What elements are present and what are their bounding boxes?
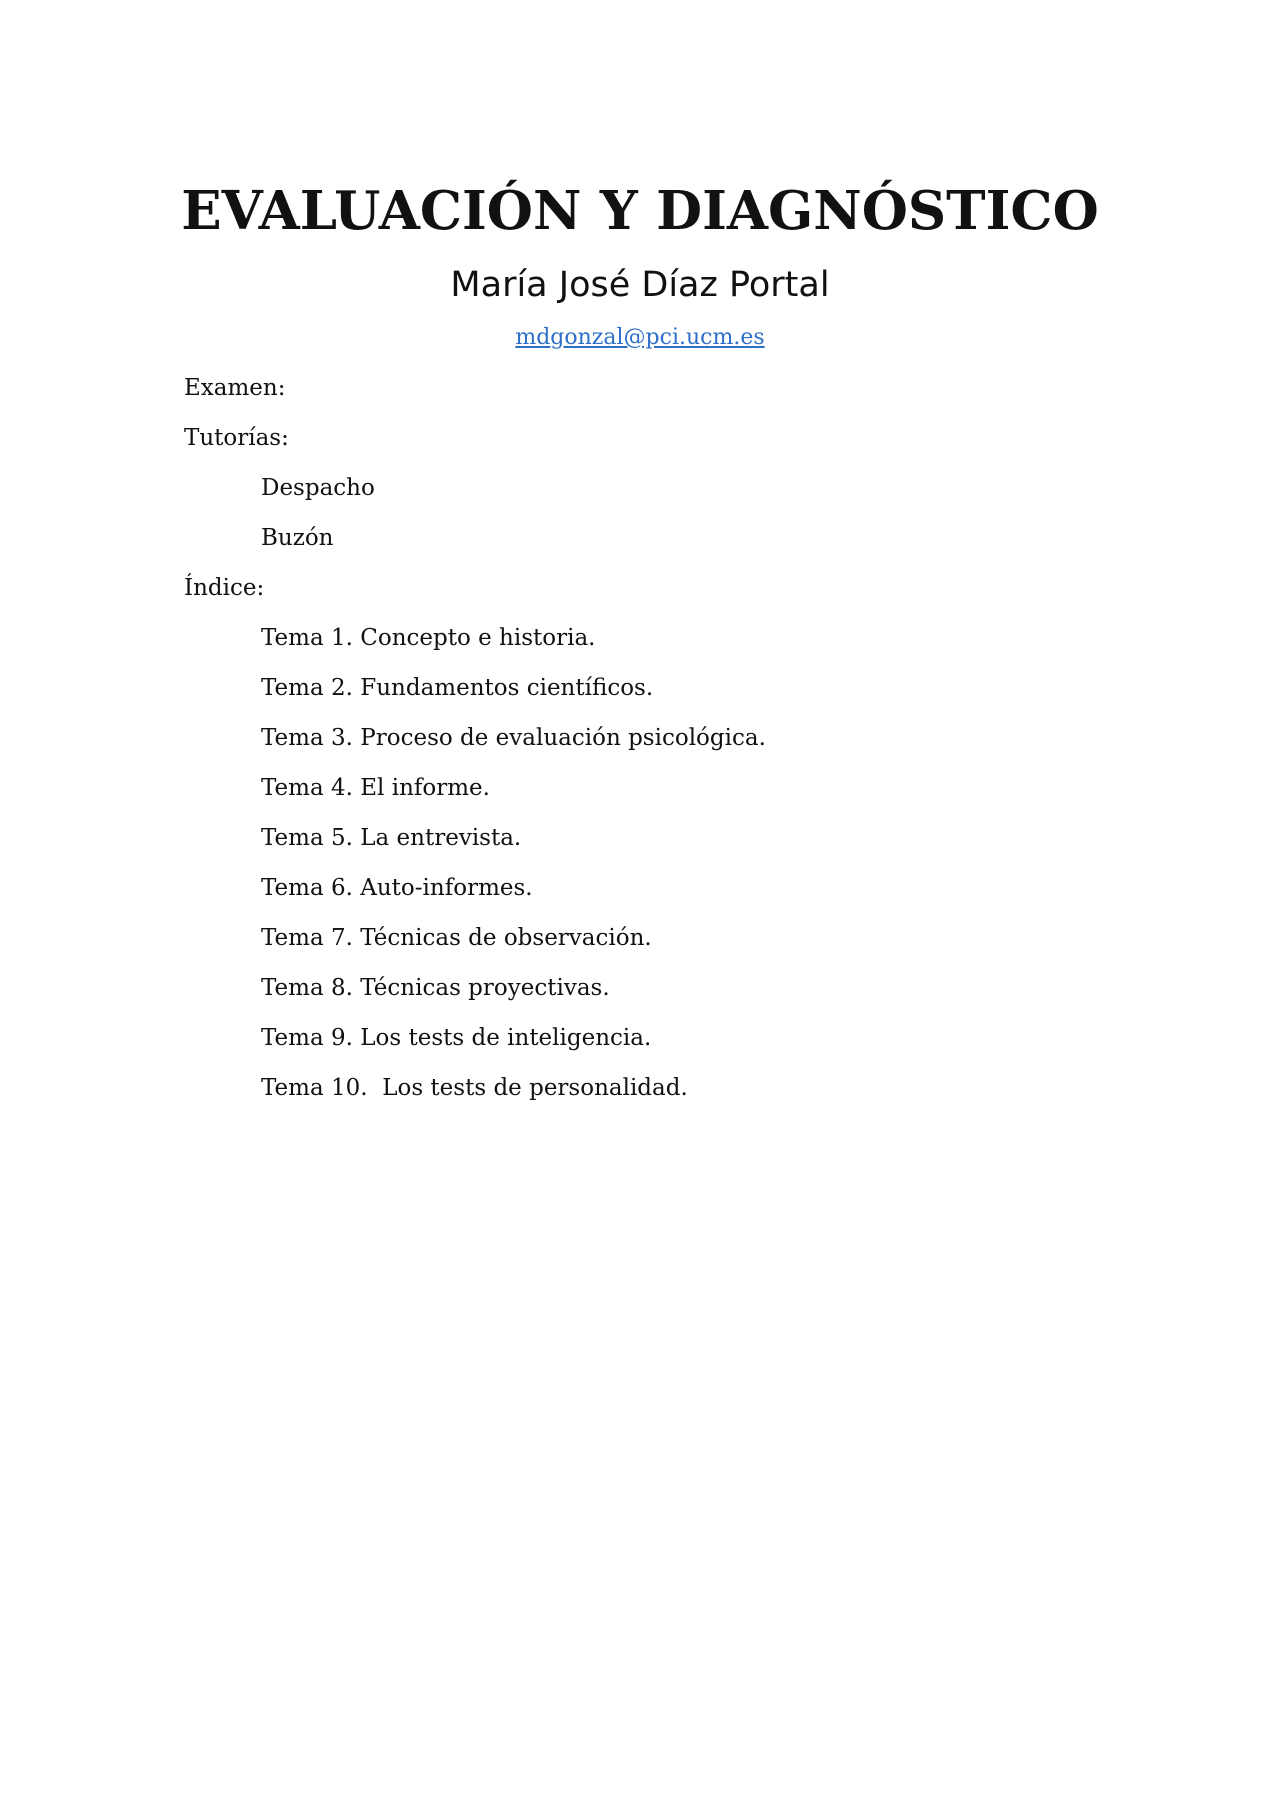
tutorial-item-buzon: Buzón [261,525,334,551]
index-item: Tema 9. Los tests de inteligencia. [261,1025,652,1051]
index-label: Índice: [184,575,265,601]
index-item: Tema 6. Auto-informes. [261,875,533,901]
index-item: Tema 1. Concepto e historia. [261,625,596,651]
index-item: Tema 7. Técnicas de observación. [261,925,652,951]
index-item: Tema 8. Técnicas proyectivas. [261,975,610,1001]
tutorial-item-despacho: Despacho [261,475,375,501]
email-link[interactable]: mdgonzal@pci.ucm.es [515,325,765,350]
index-item: Tema 5. La entrevista. [261,825,522,851]
index-item: Tema 10. Los tests de personalidad. [261,1075,688,1101]
tutorials-label: Tutorías: [184,425,289,451]
exam-label: Examen: [184,375,286,401]
email-line [0,321,1280,355]
index-item: Tema 3. Proceso de evaluación psicológica. [261,725,766,751]
author-name: María José Díaz Portal [450,265,830,305]
document-title: EVALUACIÓN Y DIAGNÓSTICO [181,180,1099,242]
index-item: Tema 4. El informe. [261,775,490,801]
index-item: Tema 2. Fundamentos científicos. [261,675,654,701]
